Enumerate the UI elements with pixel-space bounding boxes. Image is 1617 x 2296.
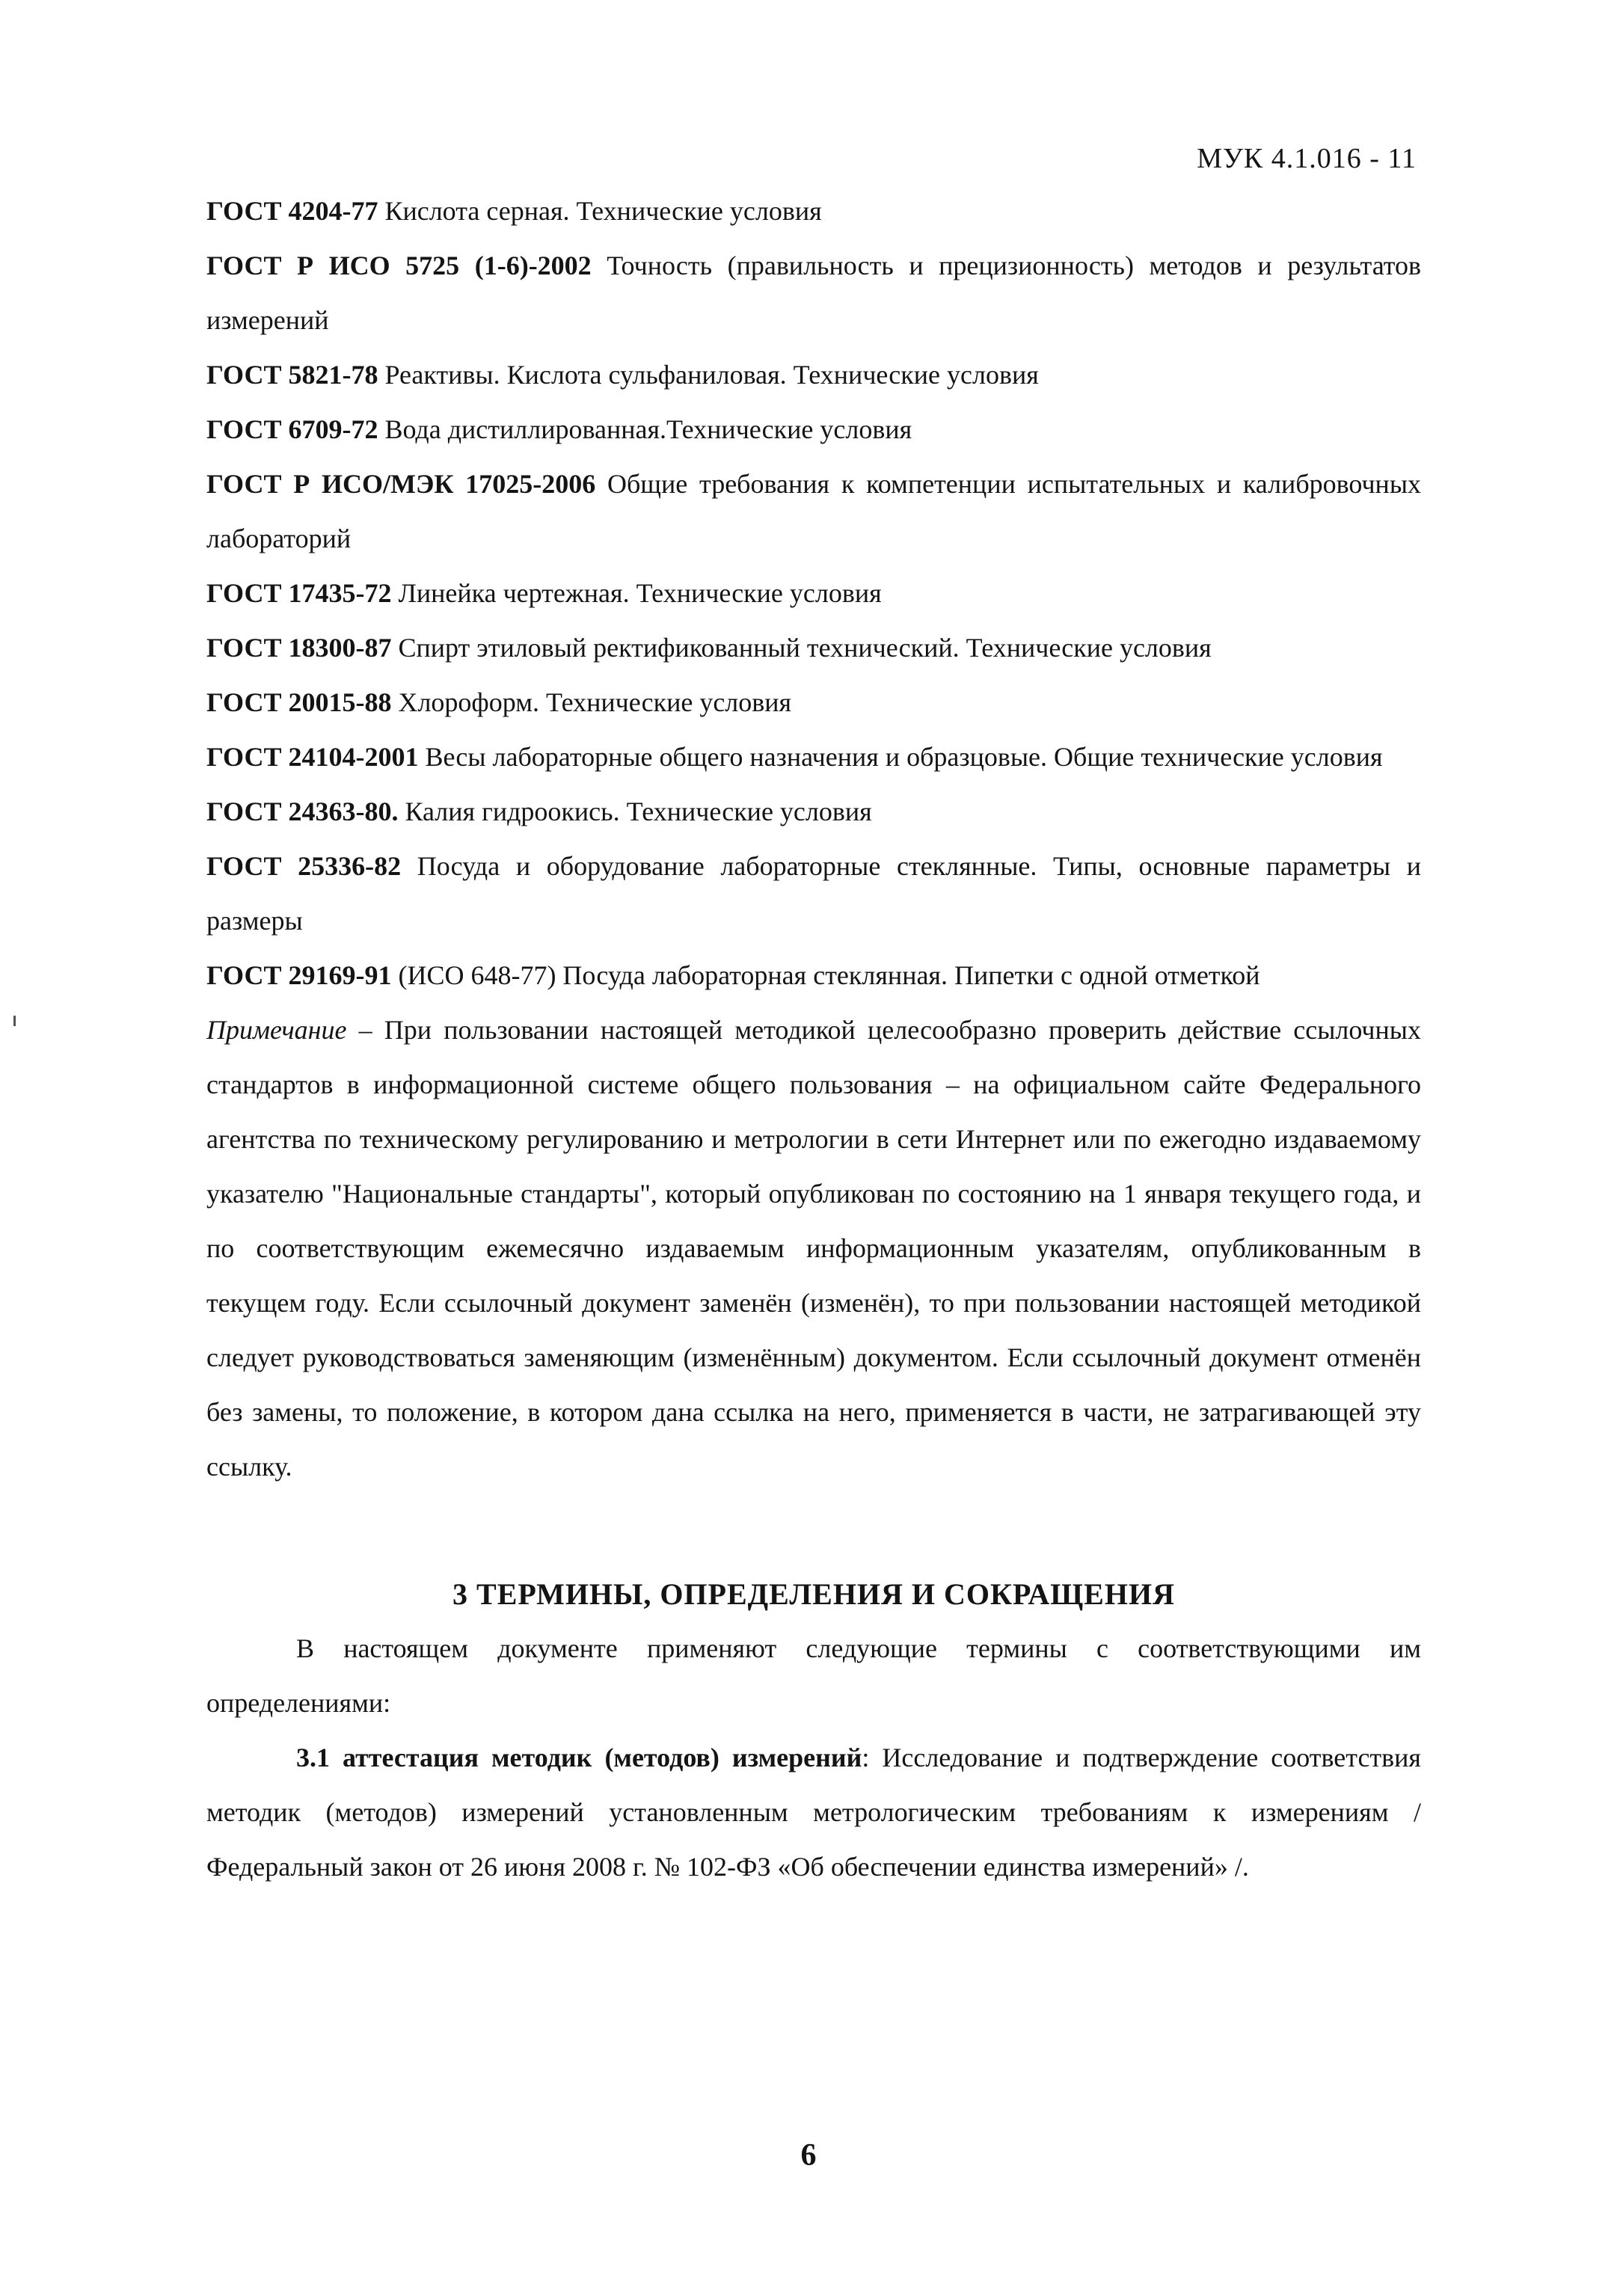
- reference-code: ГОСТ 17435-72: [206, 578, 392, 608]
- section-intro: В настоящем документе применяют следующие термины с соответствующими им определениями:: [206, 1633, 1421, 1718]
- reference-title: Посуда и оборудование лабораторные стеклянные. Типы, основные параметры и размеры: [206, 851, 1421, 936]
- reference-title: Калия гидроокись. Технические условия: [405, 796, 872, 826]
- reference-title: Реактивы. Кислота сульфаниловая. Технические условия: [384, 360, 1039, 390]
- reference-code: ГОСТ 4204-77: [206, 196, 378, 226]
- reference-title: Хлороформ. Технические условия: [398, 687, 792, 717]
- reference-item: [206, 402, 1421, 457]
- reference-item: [206, 785, 1421, 839]
- reference-code: ГОСТ 25336-82: [206, 851, 402, 881]
- note-label: Примечание: [206, 1015, 347, 1045]
- reference-item: [206, 348, 1421, 402]
- reference-code: ГОСТ 6709-72: [206, 414, 378, 444]
- reference-item: [206, 184, 1421, 239]
- reference-code: ГОСТ 5821-78: [206, 360, 378, 390]
- reference-title: Спирт этиловый ректификованный технический. Технические условия: [398, 633, 1212, 663]
- reference-item: [206, 457, 1421, 566]
- reference-code: ГОСТ 20015-88: [206, 687, 392, 717]
- reference-code: ГОСТ 18300-87: [206, 633, 392, 663]
- reference-item: [206, 239, 1421, 348]
- reference-title: (ИСО 648-77) Посуда лабораторная стеклянная. Пипетки с одной отметкой: [398, 960, 1260, 990]
- term-name: 3.1 аттестация методик (методов) измерений: [296, 1743, 862, 1772]
- reference-code: ГОСТ 24363-80.: [206, 796, 399, 826]
- reference-title: Линейка чертежная. Технические условия: [398, 578, 882, 608]
- reference-item: [206, 566, 1421, 621]
- reference-code: ГОСТ Р ИСО/МЭК 17025-2006: [206, 469, 596, 499]
- note-text: – При пользовании настоящей методикой целесообразно проверить действие ссылочных стандартов в информационной системе общего пользования – на официальном сайте Федерального агентства по техническому регулированию и метрологии в сети Интернет или по ежегодно издаваемому указателю "Национальные стандарты", который опубликован по состоянию на 1 января текущего года, и по соответствующим ежемесячно издаваемым информационным указателям, опубликованным в текущем году. Если ссылочный документ заменён (изменён), то при пользовании настоящей методикой следует руководствоваться заменяющим (изменённым) документом. Если ссылочный документ отменён без замены, то положение, в котором дана ссылка на него, применяется в части, не затрагивающей эту ссылку.: [206, 1015, 1421, 1482]
- reference-title: Весы лабораторные общего назначения и образцовые. Общие технические условия: [425, 742, 1383, 772]
- term-text: : Исследование и подтверждение соответствия методик (методов) измерений установленным метрологическим требованиям к измерениям / Федеральный закон от 26 июня 2008 г. № 102-ФЗ «Об обеспечении единства измерений» /.: [206, 1743, 1421, 1882]
- reference-item: [206, 621, 1421, 675]
- document-body: [206, 184, 1421, 1894]
- reference-code: ГОСТ Р ИСО 5725 (1-6)-2002: [206, 251, 592, 280]
- scan-margin-mark: [13, 1016, 16, 1026]
- reference-title: Вода дистиллированная.Технические условия: [384, 414, 912, 444]
- reference-title: Точность (правильность и прецизионность) методов и результатов измерений: [206, 251, 1422, 335]
- reference-title: Кислота серная. Технические условия: [384, 196, 822, 226]
- reference-code: ГОСТ 29169-91: [206, 960, 392, 990]
- note-paragraph: [206, 1003, 1421, 1494]
- reference-title: Общие требования к компетенции испытательных и калибровочных лабораторий: [206, 469, 1422, 553]
- section-heading: 3 ТЕРМИНЫ, ОПРЕДЕЛЕНИЯ И СОКРАЩЕНИЯ: [452, 1577, 1175, 1611]
- reference-item: [206, 948, 1421, 1003]
- reference-item: [206, 675, 1421, 730]
- term-definition: [206, 1731, 1421, 1894]
- document-code: МУК 4.1.016 - 11: [1197, 143, 1417, 174]
- page-number: 6: [800, 2138, 817, 2173]
- reference-item: [206, 730, 1421, 785]
- reference-item: [206, 839, 1421, 948]
- reference-code: ГОСТ 24104-2001: [206, 742, 419, 772]
